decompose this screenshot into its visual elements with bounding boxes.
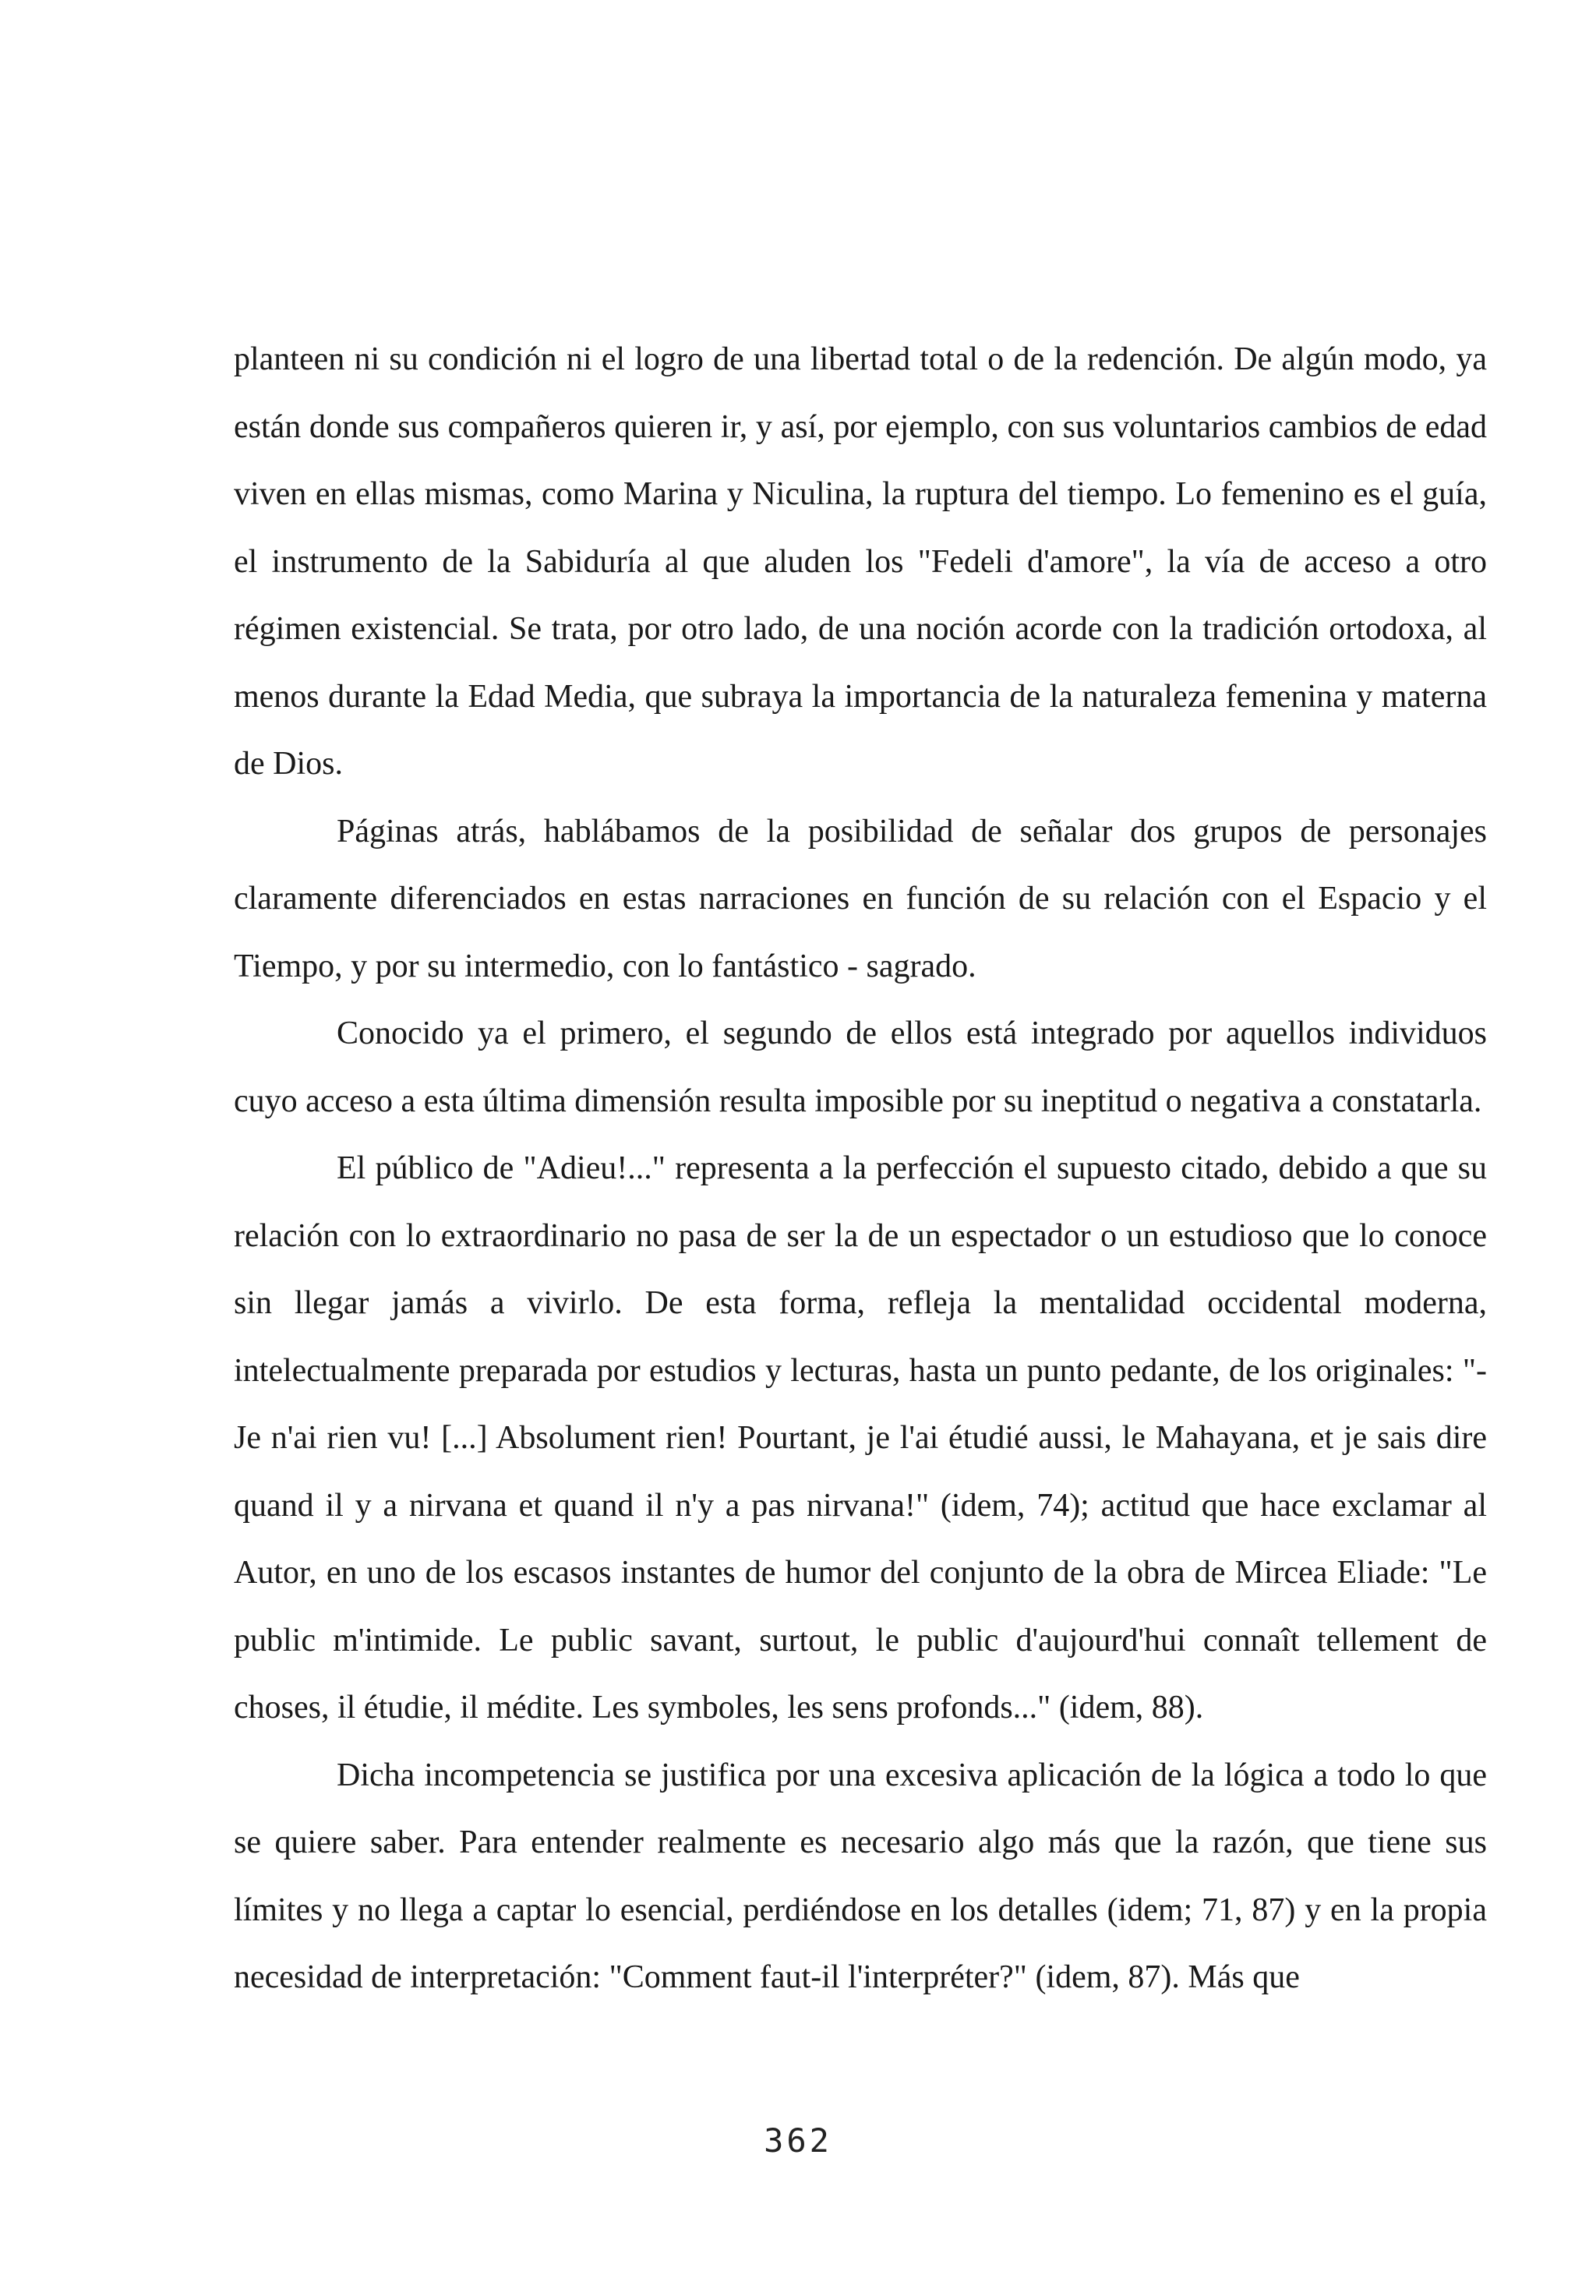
paragraph-5: Dicha incompetencia se justifica por una excesiva aplicación de la lógica a todo lo que se quiere saber. Para entender realmente es necesario algo más que la razón, que tiene sus límites y no llega a captar lo esencial, perdiéndose en los detalles (idem; 71, 87) y en la propia necesidad de interpretación: "Comment faut-il l'interpréter?" (idem, 87). Más que <box>234 1757 1487 1995</box>
body-text <box>234 326 1487 2012</box>
paragraph-1: planteen ni su condición ni el logro de una libertad total o de la redención. De algún modo, ya están donde sus compañeros quieren ir, y así, por ejemplo, con sus voluntarios cambios de edad viven en ellas mismas, como Marina y Niculina, la ruptura del tiempo. Lo femenino es el guía, el instrumento de la Sabiduría al que aluden los "Fedeli d'amore", la vía de acceso a otro régimen existencial. Se trata, por otro lado, de una noción acorde con la tradición ortodoxa, al menos durante la Edad Media, que subraya la importancia de la naturaleza femenina y materna de Dios. <box>234 341 1487 782</box>
paragraph-3: Conocido ya el primero, el segundo de ellos está integrado por aquellos individuos cuyo acceso a esta última dimensión resulta imposible por su ineptitud o negativa a constatarla. <box>234 1016 1487 1119</box>
paragraph-4: El público de "Adieu!..." representa a la perfección el supuesto citado, debido a que su relación con lo extraordinario no pasa de ser la de un espectador o un estudioso que lo conoce sin llegar jamás a vivirlo. De esta forma, refleja la mentalidad occidental moderna, intelectualmente preparada por estudios y lecturas, hasta un punto pedante, de los originales: "-Je n'ai rien vu! [...] Absolument rien! Pourtant, je l'ai étudié aussi, le Mahayana, et je sais dire quand il y a nirvana et quand il n'y a pas nirvana!" (idem, 74); actitud que hace exclamar al Autor, en uno de los escasos instantes de humor del conjunto de la obra de Mircea Eliade: "Le public m'intimide. Le public savant, surtout, le public d'aujourd'hui connaît tellement de choses, il étudie, il médite. Les symboles, les sens profonds..." (idem, 88). <box>234 1150 1487 1726</box>
paragraph-2: Páginas atrás, hablábamos de la posibilidad de señalar dos grupos de personajes claramente diferenciados en estas narraciones en función de su relación con el Espacio y el Tiempo, y por su intermedio, con lo fantástico - sagrado. <box>234 813 1487 984</box>
page-number: 362 <box>764 2121 832 2160</box>
